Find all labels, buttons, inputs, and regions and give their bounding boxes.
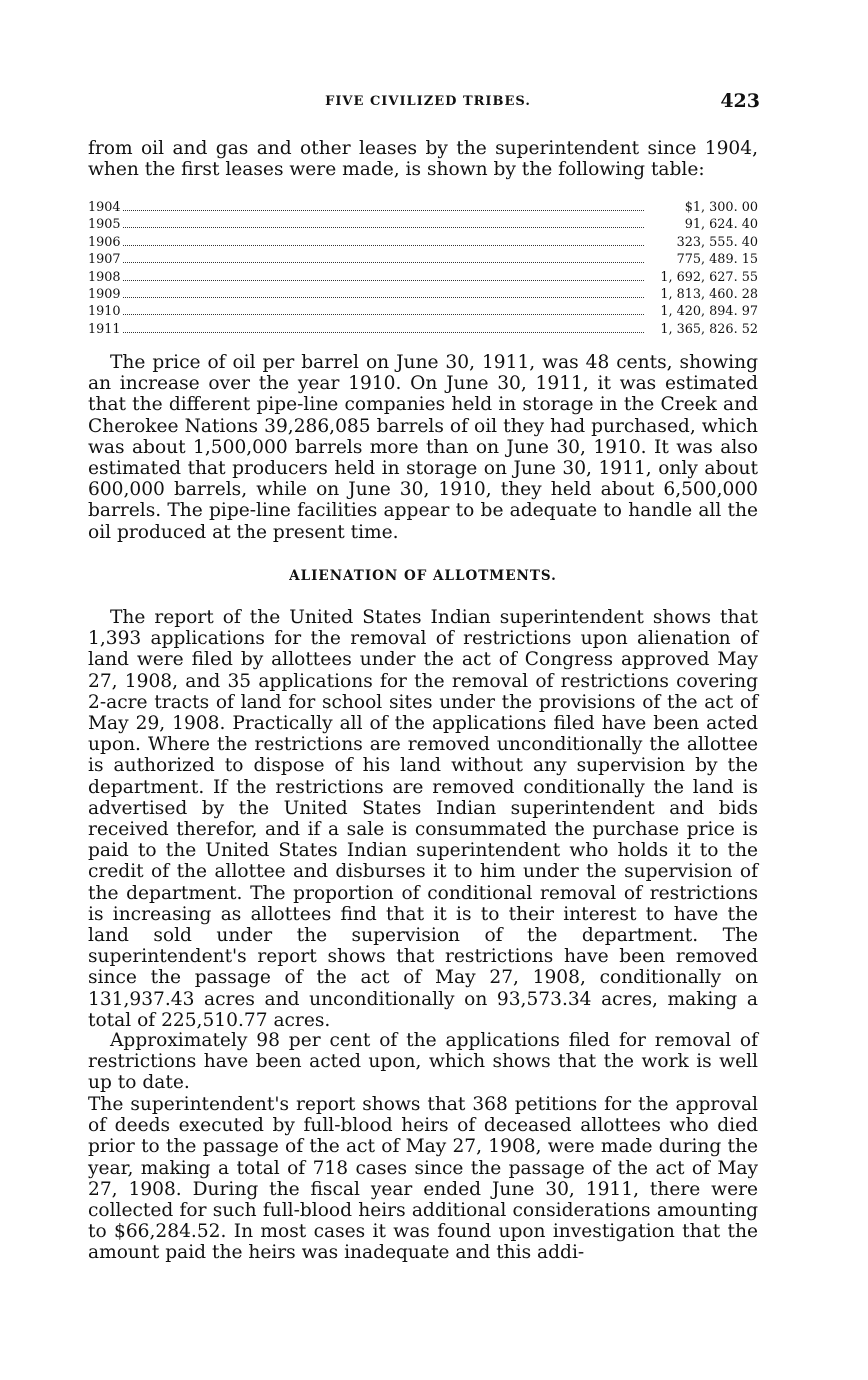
year-cell: 1911 bbox=[88, 321, 121, 337]
table-row bbox=[88, 216, 758, 233]
running-title: FIVE CIVILIZED TRIBES. bbox=[325, 94, 531, 109]
amount-cell: $1, 300. 00 bbox=[684, 200, 758, 215]
table-row bbox=[88, 286, 758, 303]
dot-leader bbox=[123, 227, 644, 228]
amount-cell: 1, 692, 627. 55 bbox=[660, 269, 758, 285]
year-cell: 1907 bbox=[88, 252, 121, 268]
oil-price-paragraph: The price of oil per barrel on June 30, 1911, was 48 cents, showing an increase over the year 1910. On June 30, 1911, it was estimated that the different pipe-line companies held in storage in the Creek and Cherokee Nations 39,286,085 barrels of oil they had purchased, which was about 1,500,000 barrels more than on June 30, 1910. It was also estimated that producers held in storage on June 30, 1911, only about 600,000 barrels, while on June 30, 1910, they held about 6,500,000 barrels. The pipe-line facilities appear to be adequate to handle all the oil produced at the present time. bbox=[88, 352, 758, 543]
amount-cell: 1, 365, 826. 52 bbox=[660, 321, 758, 337]
table-row bbox=[88, 321, 758, 338]
table-row bbox=[88, 269, 758, 286]
year-cell: 1910 bbox=[88, 304, 121, 320]
table-row bbox=[88, 234, 758, 251]
table-row bbox=[88, 199, 758, 216]
year-cell: 1908 bbox=[88, 269, 121, 285]
dot-leader bbox=[123, 314, 644, 315]
dot-leader bbox=[123, 280, 644, 281]
amount-cell: 1, 420, 894. 97 bbox=[660, 304, 758, 320]
amount-cell: 323, 555. 40 bbox=[676, 234, 758, 250]
alienation-report-paragraph: The report of the United States Indian superintendent shows that 1,393 applications for the removal of restrictions upon alienation of land were filed by allottees under the act of Congress approved May 27, 1908, and 35 applications for the removal of restrictions covering 2-acre tracts of land for school sites under the provisions of the act of May 29, 1908. Practically all of the applications filed have been acted upon. Where the restrictions are removed unconditionally the allottee is authorized to dispose of his land without any supervision by the department. If the restrictions are removed conditionally the land is advertised by the United States Indian superintendent and bids received therefor, and if a sale is consummated the purchase price is paid to the United States Indian superintendent who holds it to the credit of the allottee and disburses it to him under the supervision of the department. The proportion of conditional removal of restrictions is increasing as allottees find that it is to their interest to have the land sold under the supervision of the department. The superintendent's report shows that restrictions have been removed since the passage of the act of May 27, 1908, conditionally on 131,937.43 acres and unconditionally on 93,573.34 acres, making a total of 225,510.77 acres. bbox=[88, 607, 758, 1031]
year-cell: 1904 bbox=[88, 200, 121, 215]
amount-cell: 1, 813, 460. 28 bbox=[660, 287, 758, 303]
dot-leader bbox=[123, 245, 644, 246]
table-row bbox=[88, 303, 758, 320]
dot-leader bbox=[123, 332, 644, 333]
dot-leader bbox=[123, 297, 644, 298]
dot-leader bbox=[123, 262, 644, 263]
intro-paragraph: from oil and gas and other leases by the superintendent since 1904, when the first leases were made, is shown by the following table: bbox=[88, 138, 758, 181]
year-cell: 1906 bbox=[88, 234, 121, 250]
receipts-table bbox=[88, 199, 758, 338]
page-number: 423 bbox=[720, 90, 760, 112]
section-heading: ALIENATION OF ALLOTMENTS. bbox=[289, 568, 557, 584]
dot-leader bbox=[123, 210, 644, 211]
table-row bbox=[88, 251, 758, 268]
year-cell: 1909 bbox=[88, 287, 121, 303]
approx-percent-paragraph: Approximately 98 per cent of the applications filed for removal of restrictions have been acted upon, which shows that the work is well up to date. bbox=[88, 1030, 758, 1094]
year-cell: 1905 bbox=[88, 217, 121, 233]
page-header bbox=[88, 90, 768, 114]
deeds-paragraph: The superintendent's report shows that 368 petitions for the approval of deeds executed by full-blood heirs of deceased allottees who died prior to the passage of the act of May 27, 1908, were made during the year, making a total of 718 cases since the passage of the act of May 27, 1908. During the fiscal year ended June 30, 1911, there were collected for such full-blood heirs additional considerations amounting to $66,284.52. In most cases it was found upon investigation that the amount paid the heirs was inadequate and this addi- bbox=[88, 1094, 758, 1264]
amount-cell: 775, 489. 15 bbox=[676, 252, 758, 268]
amount-cell: 91, 624. 40 bbox=[684, 217, 758, 233]
